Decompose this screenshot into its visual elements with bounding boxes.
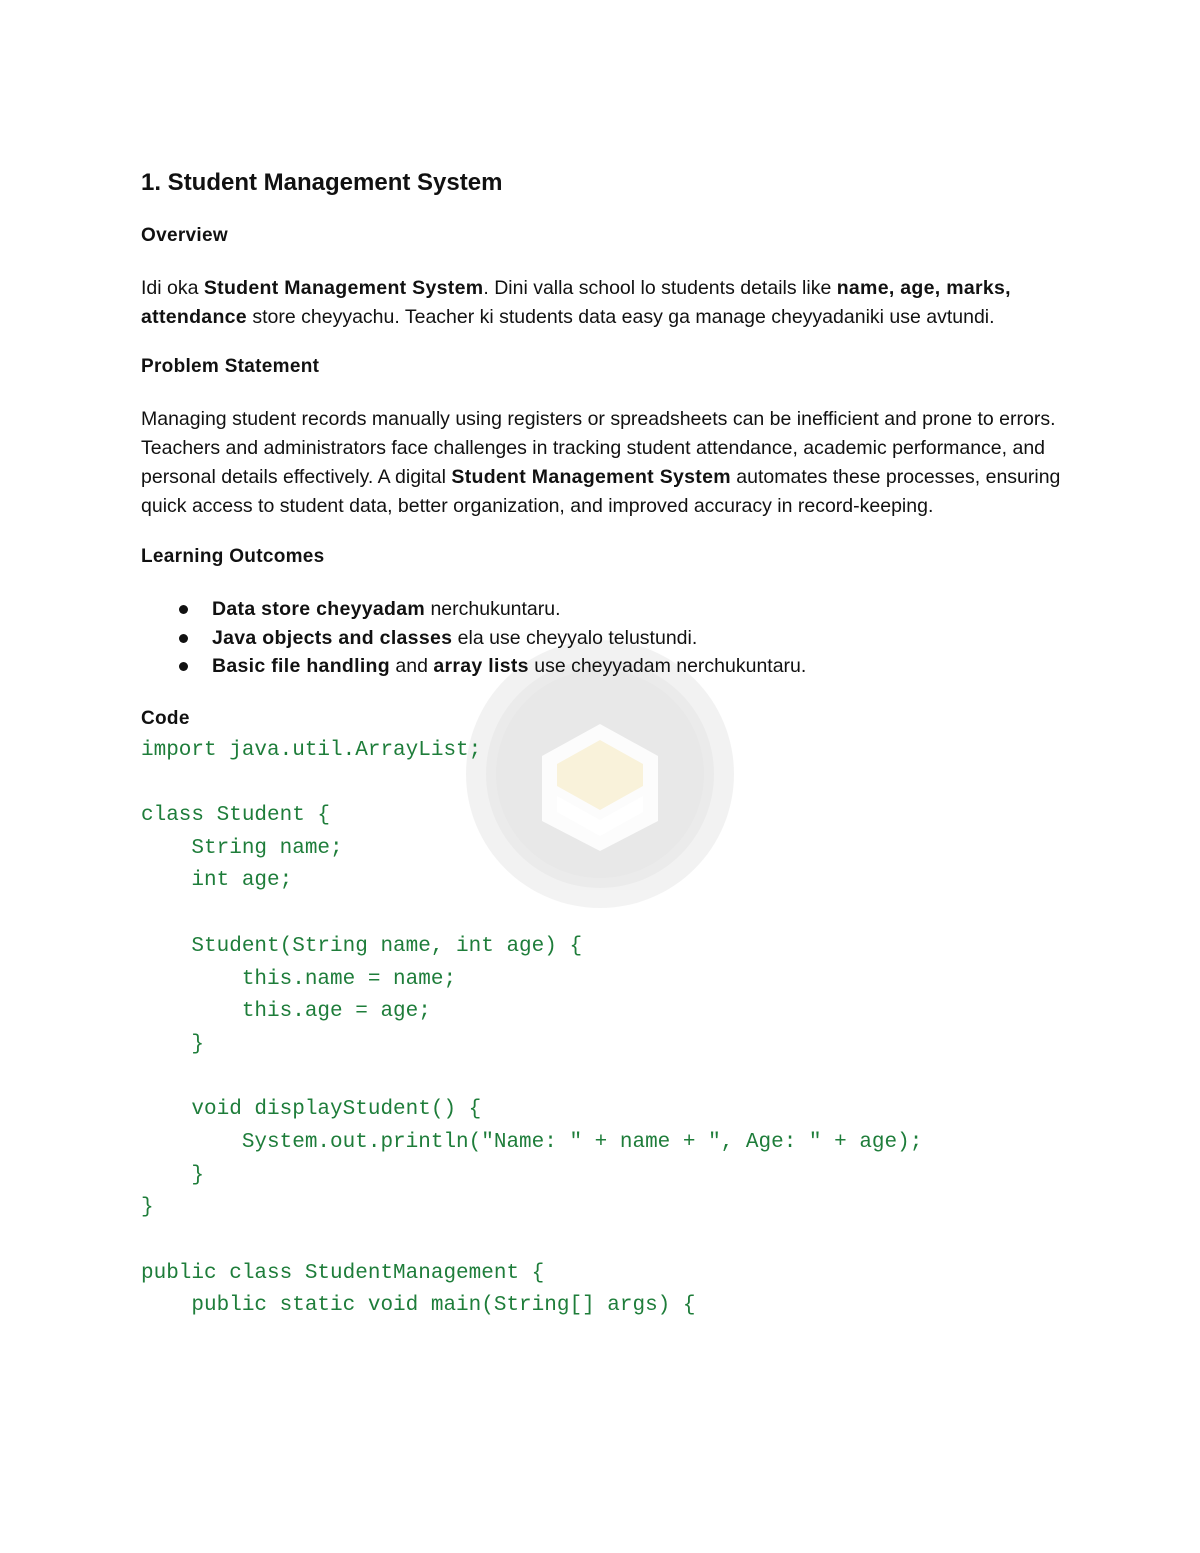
code-line: import java.util.ArrayList; [141, 738, 482, 762]
code-line: int age; [141, 869, 293, 893]
code-line [141, 1225, 1071, 1258]
code-line [141, 1062, 1071, 1095]
learning-outcomes-heading: Learning Outcomes [141, 546, 325, 568]
list-item-text [212, 598, 561, 620]
text-run: Managing student records manually using registers or spreadsheets can be inefficient and prone to errors. Teachers and administrators face challenges in tracking student attendance, academic performance, and personal details effectively. A digital [141, 408, 1056, 488]
page-title: 1. Student Management System [141, 169, 503, 196]
document-content [141, 166, 1071, 1323]
overview-heading: Overview [141, 225, 228, 246]
bold-text: Student Management System [203, 277, 484, 299]
code-line: public class StudentManagement { [141, 1261, 545, 1285]
code-line: this.name = name; [141, 967, 457, 991]
code-line: void displayStudent() { [141, 1098, 482, 1122]
text-run: use cheyyadam nerchukuntaru. [528, 655, 807, 678]
problem-statement-paragraph [141, 405, 1071, 520]
code-line: } [141, 1196, 154, 1220]
text-run: Idi oka [141, 277, 204, 299]
code-block [141, 735, 1071, 1323]
bold-text: Data store cheyyadam [212, 598, 426, 621]
text-run: ela use cheyyalo telustundi. [452, 626, 698, 649]
bold-text: Student Management System [451, 465, 731, 488]
overview-paragraph [141, 274, 1071, 331]
bullet-icon [179, 605, 188, 614]
code-line: public static void main(String[] args) { [141, 1294, 696, 1318]
bullet-icon [179, 662, 188, 671]
code-line: class Student { [141, 804, 331, 828]
bold-text: array lists [433, 655, 529, 678]
learning-outcomes-list [141, 595, 1071, 681]
code-line: this.age = age; [141, 1000, 431, 1024]
list-item-text [212, 627, 697, 649]
code-line: } [141, 1163, 205, 1187]
code-line [141, 898, 1071, 931]
code-line: System.out.println("Name: " + name + ", Age: " + age); [141, 1130, 923, 1154]
code-line: Student(String name, int age) { [141, 934, 583, 958]
bold-text: Java objects and classes [212, 626, 453, 649]
bold-text: name, age, marks, attendance [141, 277, 1011, 328]
code-line: String name; [141, 836, 343, 860]
text-run: nerchukuntaru. [425, 598, 561, 621]
text-run: and [389, 655, 434, 678]
list-item [141, 595, 1071, 624]
text-run: automates these processes, ensuring quick access to student data, better organization, and improved accuracy in record-keeping. [141, 465, 1061, 517]
text-run: store cheyyachu. Teacher ki students data easy ga manage cheyyadaniki use avtundi. [246, 305, 995, 328]
list-item [141, 652, 1071, 681]
bullet-icon [179, 634, 188, 643]
list-item [141, 624, 1071, 653]
bold-text: Basic file handling [212, 655, 390, 678]
code-heading: Code [141, 707, 190, 729]
problem-statement-heading: Problem Statement [141, 356, 320, 378]
code-line [141, 767, 1071, 800]
code-line: } [141, 1032, 205, 1056]
text-run: . Dini valla school lo students details like [483, 277, 837, 299]
list-item-text [212, 655, 806, 677]
